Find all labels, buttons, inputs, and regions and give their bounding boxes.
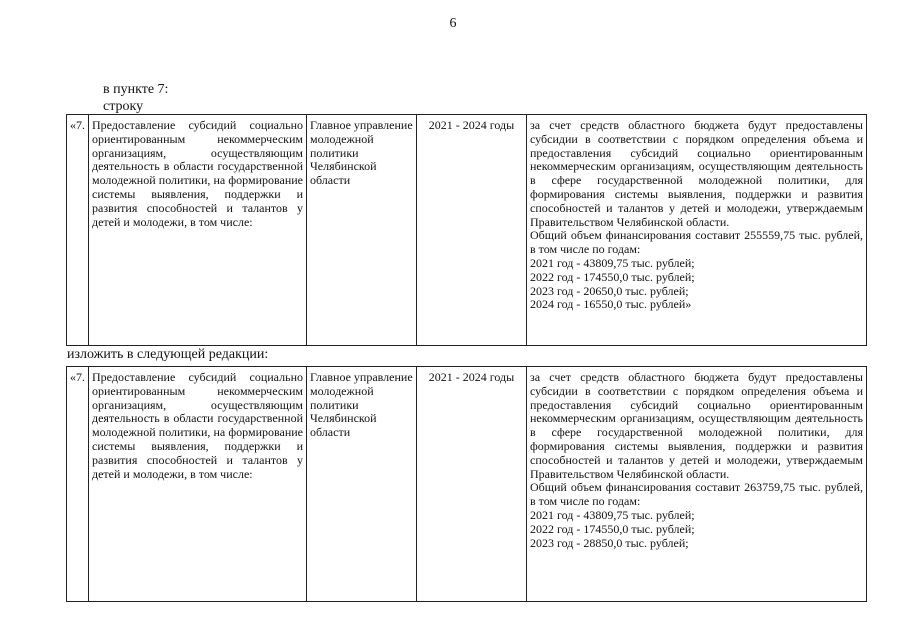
funding-2023: 2023 год - 28850,0 тыс. рублей; (530, 535, 689, 550)
row-description: Предоставление субсидий социально ориентированным некоммерческим организациям, осуществляющим деятельность в области государственной молодежной политики, на формирование системы выявления, поддержки и развития способностей и талантов у детей и молодежи, в том числе: (89, 367, 307, 602)
funding-2022: 2022 год - 174550,0 тыс. рублей; (530, 269, 695, 284)
funding-total: Общий объем финансирования составит 255559,75 тыс. рублей, в том числе по годам: (530, 228, 863, 257)
table-row (67, 367, 867, 602)
funding-2021: 2021 год - 43809,75 тыс. рублей; (530, 507, 695, 522)
funding-text: за счет средств областного бюджета будут предоставлены субсидии в соответствии с порядком определения объема и предоставления субсидий социально ориентированным некоммерческим организациям, осуществляющим деятельность в сфере государственной молодежной политики, для формирования системы выявления, поддержки и развития способностей и талантов у детей и молодежи, утверждаемым Правительством Челябинской области. (530, 118, 863, 229)
old-row-table (66, 114, 867, 346)
funding-total: Общий объем финансирования составит 263759,75 тыс. рублей, в том числе по годам: (530, 480, 863, 509)
row-funding (527, 367, 867, 602)
funding-2024: 2024 год - 16550,0 тыс. рублей» (530, 297, 692, 312)
intro-line-row: строку (103, 99, 144, 114)
between-text: изложить в следующей редакции: (67, 347, 269, 362)
row-description: Предоставление субсидий социально ориентированным некоммерческим организациям, осуществляющим деятельность в области государственной молодежной политики, на формирование системы выявления, поддержки и развития способностей и талантов у детей и молодежи, в том числе: (89, 115, 307, 346)
intro-line-point: в пункте 7: (103, 82, 169, 97)
row-years: 2021 - 2024 годы (417, 367, 527, 602)
funding-2021: 2021 год - 43809,75 тыс. рублей; (530, 255, 695, 270)
page-number: 6 (449, 16, 457, 31)
funding-text: за счет средств областного бюджета будут предоставлены субсидии в соответствии с порядком определения объема и предоставления субсидий социально ориентированным некоммерческим организациям, осуществляющим деятельность в сфере государственной молодежной политики, для формирования системы выявления, поддержки и развития способностей и талантов у детей и молодежи, утверждаемым Правительством Челябинской области. (530, 370, 863, 481)
row-years: 2021 - 2024 годы (417, 115, 527, 346)
row-executor: Главное управление молодежной политики Челябинской области (307, 115, 417, 346)
funding-2023: 2023 год - 20650,0 тыс. рублей; (530, 283, 689, 298)
new-row-table (66, 366, 867, 602)
row-executor: Главное управление молодежной политики Челябинской области (307, 367, 417, 602)
row-number: «7. (67, 115, 89, 346)
row-number: «7. (67, 367, 89, 602)
table-row (67, 115, 867, 346)
row-funding (527, 115, 867, 346)
funding-2022: 2022 год - 174550,0 тыс. рублей; (530, 521, 695, 536)
